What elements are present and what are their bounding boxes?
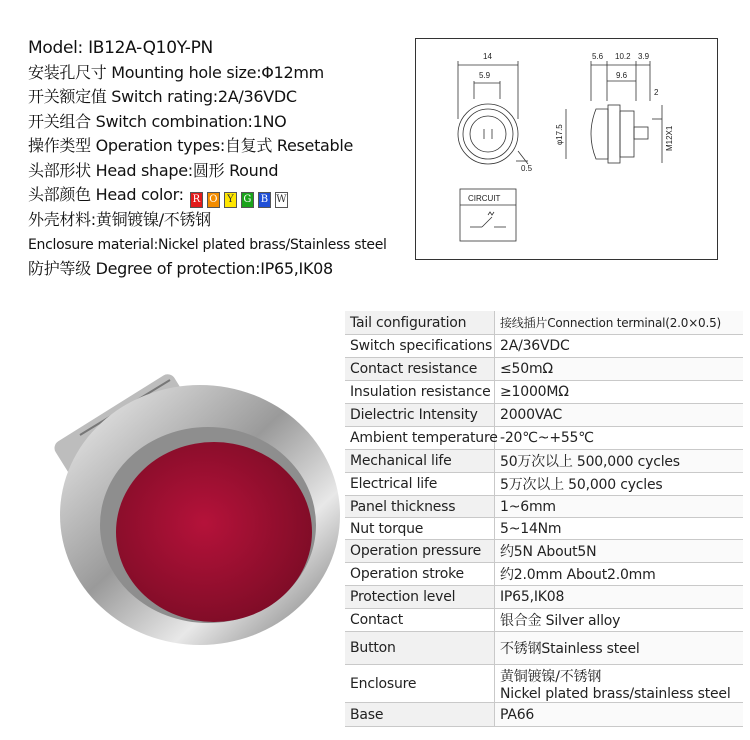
color-chip: R: [190, 192, 203, 208]
row-value-text: 黄铜镀镍/不锈钢: [500, 668, 602, 685]
table-row: [345, 473, 743, 496]
row-label: Insulation resistance: [345, 381, 495, 403]
color-chip: W: [275, 192, 288, 208]
row-value: [495, 427, 743, 449]
protection-line: 防护等级 Degree of protection:IP65,IK08: [28, 259, 333, 278]
dim-5-6: 5.6: [592, 52, 604, 61]
row-value: [495, 563, 743, 585]
enclosure-en-line: Enclosure material:Nickel plated brass/Stainless steel: [28, 236, 387, 253]
table-row: [345, 703, 743, 727]
row-value: [495, 632, 743, 664]
head-color-label: 头部颜色 Head color:: [28, 185, 184, 204]
row-value-text: PA66: [500, 706, 535, 723]
row-value-text-2: Nickel plated brass/stainless steel: [500, 685, 731, 702]
table-row: [345, 358, 743, 381]
head-color-chips: [186, 183, 288, 208]
row-value: [495, 665, 743, 702]
row-value-text: 5~14Nm: [500, 520, 562, 537]
row-value: [495, 703, 743, 726]
table-row: [345, 335, 743, 358]
model-line: Model: IB12A-Q10Y-PN: [28, 38, 213, 58]
color-chip: O: [207, 192, 220, 208]
dim-5-9: 5.9: [479, 71, 491, 80]
row-value-text: -20℃~+55℃: [500, 430, 594, 446]
row-value-text: 约2.0mm About2.0mm: [500, 567, 656, 583]
table-row: [345, 450, 743, 473]
row-value-text: IP65,IK08: [500, 589, 565, 605]
dim-2: 2: [654, 88, 659, 97]
drawing-svg: [416, 39, 719, 261]
row-value-text: 50万次以上 500,000 cycles: [500, 454, 680, 470]
spec-list: [28, 36, 408, 282]
row-label: Nut torque: [345, 518, 495, 539]
table-row: [345, 609, 743, 632]
row-label: Switch specifications: [345, 335, 495, 357]
row-label: Contact: [345, 609, 495, 631]
row-value: [495, 496, 743, 517]
head-shape-line: 头部形状 Head shape:圆形 Round: [28, 160, 279, 180]
row-value: [495, 609, 743, 631]
dim-17-5: φ17.5: [555, 124, 564, 145]
row-value-text: ≤50mΩ: [500, 361, 553, 377]
table-row: [345, 586, 743, 609]
row-value-text: 约5N About5N: [500, 544, 597, 560]
head-color-line: [28, 183, 408, 208]
enclosure-cn-line: 外壳材料:黄铜镀镍/不锈钢: [28, 210, 211, 229]
row-label: Mechanical life: [345, 450, 495, 472]
switch-combination-line: 开关组合 Switch combination:1NO: [28, 111, 287, 131]
table-row: [345, 518, 743, 540]
row-value-text: 1~6mm: [500, 498, 556, 515]
row-value-text: 银合金 Silver alloy: [500, 613, 621, 629]
row-label: Ambient temperature: [345, 427, 495, 449]
row-value: [495, 335, 743, 357]
row-value-text: 5万次以上 50,000 cycles: [500, 477, 663, 493]
row-label: Base: [345, 703, 495, 726]
dim-10-2: 10.2: [615, 52, 631, 61]
mounting-hole-line: 安装孔尺寸 Mounting hole size:Φ12mm: [28, 62, 324, 82]
table-row: [345, 665, 743, 703]
spec-table: [345, 311, 743, 727]
push-button-illustration: [30, 340, 340, 670]
row-label: Panel thickness: [345, 496, 495, 517]
row-value: [495, 540, 743, 562]
switch-rating-line: 开关额定值 Switch rating:2A/36VDC: [28, 87, 297, 106]
row-value-text: 2A/36VDC: [500, 338, 570, 354]
dim-m12: M12X1: [665, 125, 674, 151]
row-value: [495, 358, 743, 380]
row-label: Protection level: [345, 586, 495, 608]
row-label: Operation stroke: [345, 563, 495, 585]
row-value: [495, 450, 743, 472]
dim-14: 14: [483, 52, 492, 61]
row-value: [495, 311, 743, 334]
row-value: [495, 404, 743, 426]
row-label: Contact resistance: [345, 358, 495, 380]
table-row: [345, 496, 743, 518]
row-value: [495, 586, 743, 608]
color-chip: Y: [224, 192, 237, 208]
color-chip: G: [241, 192, 254, 208]
row-value: [495, 381, 743, 403]
row-label: Button: [345, 632, 495, 664]
row-value-text: ≥1000MΩ: [500, 384, 569, 400]
row-label: Enclosure: [345, 665, 495, 702]
table-row: [345, 427, 743, 450]
row-value-text: 接线插片Connection terminal(2.0×0.5): [500, 316, 722, 330]
row-value: [495, 518, 743, 539]
row-label: Electrical life: [345, 473, 495, 495]
table-row: [345, 563, 743, 586]
row-value-text: 2000VAC: [500, 407, 563, 423]
table-row: [345, 381, 743, 404]
row-label: Operation pressure: [345, 540, 495, 562]
table-row: [345, 404, 743, 427]
row-label: Tail configuration: [345, 311, 495, 334]
dim-0-5: 0.5: [521, 164, 533, 173]
table-row: [345, 540, 743, 563]
product-photo: [30, 340, 340, 670]
table-row: [345, 311, 743, 335]
dim-3-9: 3.9: [638, 52, 650, 61]
row-value: [495, 473, 743, 495]
table-row: [345, 632, 743, 665]
color-chip: B: [258, 192, 271, 208]
row-value-text: 不锈钢Stainless steel: [500, 641, 640, 657]
operation-types-line: 操作类型 Operation types:自复式 Resetable: [28, 136, 354, 155]
row-label: Dielectric Intensity: [345, 404, 495, 426]
circuit-label: CIRCUIT: [468, 194, 501, 203]
red-button-cap: [116, 442, 312, 622]
dimension-drawing: [415, 38, 718, 260]
dim-9-6: 9.6: [616, 71, 628, 80]
